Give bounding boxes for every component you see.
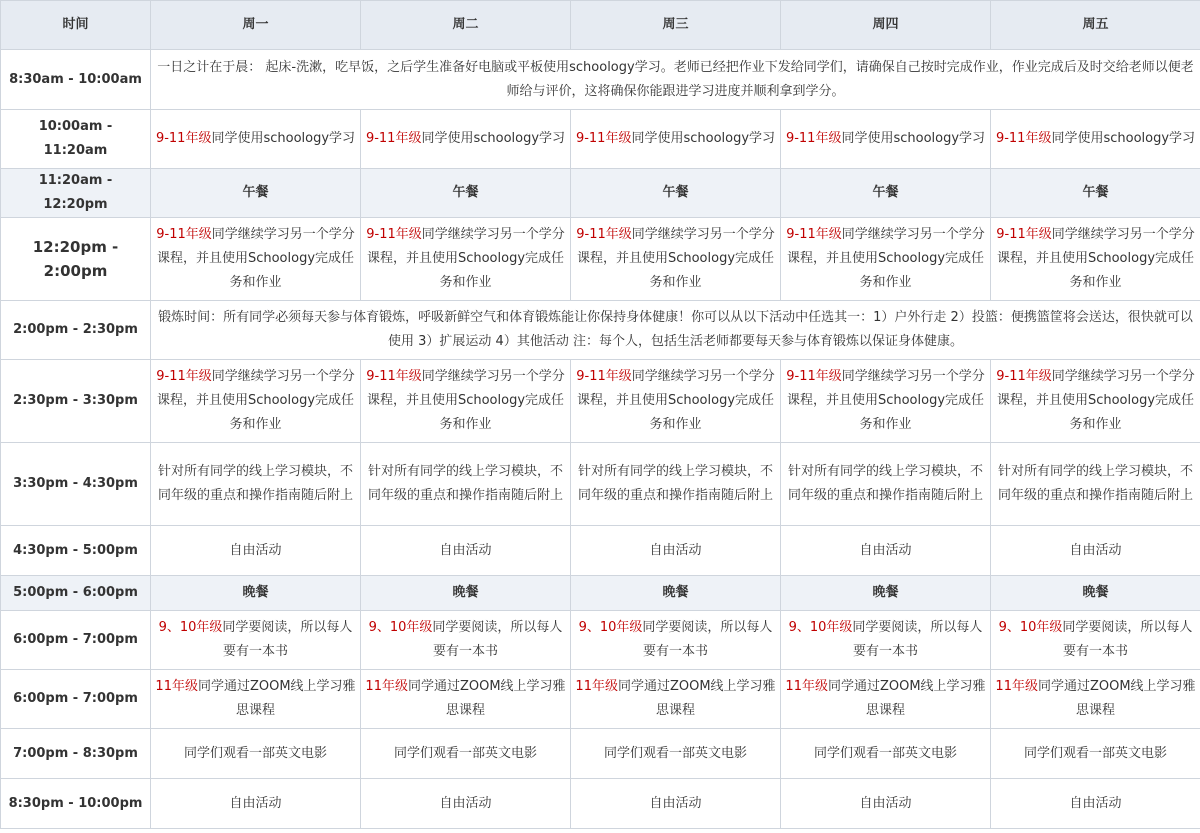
activity-cell <box>991 729 1200 779</box>
span-note: 锻炼时间：所有同学必须每天参与体育锻炼，呼吸新鲜空气和体育锻炼能让你保持身体健康！你可以从以下活动中任选其一：1）户外行走 2）投篮：便携篮筐将会送达，很快就可以使用 3）扩展运动 4）其他活动 注：每个人，包括生活老师都要每天参与体育锻炼以保证身体健康。 <box>151 301 1200 360</box>
activity-text: 同学通过ZOOM线上学习雅思课程 <box>617 679 776 718</box>
time-cell: 2:30pm - 3:30pm <box>1 360 151 443</box>
grade-label: 9-11年级 <box>786 227 842 242</box>
activity-cell <box>781 670 991 729</box>
activity-cell <box>361 443 571 526</box>
activity-cell <box>361 110 571 169</box>
schedule-row <box>1 576 1200 611</box>
time-cell: 11:20am - 12:20pm <box>1 169 151 218</box>
activity-text: 同学通过ZOOM线上学习雅思课程 <box>827 679 986 718</box>
grade-label: 9-11年级 <box>785 131 842 146</box>
time-cell: 12:20pm - 2:00pm <box>1 218 151 301</box>
activity-text: 自由活动 <box>439 795 492 811</box>
meal-cell: 午餐 <box>781 169 991 218</box>
activity-cell <box>361 526 571 576</box>
activity-cell <box>991 443 1200 526</box>
activity-cell <box>781 443 991 526</box>
grade-label: 9-11年级 <box>156 227 212 242</box>
activity-cell <box>991 526 1200 576</box>
time-cell: 5:00pm - 6:00pm <box>1 576 151 611</box>
meal-cell: 午餐 <box>571 169 781 218</box>
activity-cell <box>991 218 1200 301</box>
activity-cell <box>991 779 1200 829</box>
schedule-row <box>1 360 1200 443</box>
meal-cell: 午餐 <box>991 169 1200 218</box>
time-cell: 6:00pm - 7:00pm <box>1 670 151 729</box>
grade-label: 9、10年级 <box>788 620 853 635</box>
activity-text: 同学通过ZOOM线上学习雅思课程 <box>197 679 356 718</box>
activity-text: 同学继续学习另一个学分课程，并且使用Schoology完成任务和作业 <box>786 227 985 290</box>
activity-cell <box>991 110 1200 169</box>
activity-text: 同学要阅读，所以每人要有一本书 <box>432 620 563 659</box>
activity-text: 同学继续学习另一个学分课程，并且使用Schoology完成任务和作业 <box>156 369 355 432</box>
activity-text: 同学继续学习另一个学分课程，并且使用Schoology完成任务和作业 <box>786 369 985 432</box>
schedule-row <box>1 443 1200 526</box>
grade-label: 11年级 <box>575 679 618 694</box>
activity-cell <box>781 360 991 443</box>
activity-text: 同学们观看一部英文电影 <box>393 745 537 761</box>
activity-text: 自由活动 <box>229 542 282 558</box>
activity-text: 针对所有同学的线上学习模块，不同年级的重点和操作指南随后附上 <box>997 464 1193 503</box>
activity-text: 同学继续学习另一个学分课程，并且使用Schoology完成任务和作业 <box>996 227 1195 290</box>
activity-text: 同学们观看一部英文电影 <box>603 745 747 761</box>
activity-cell <box>781 611 991 670</box>
meal-cell: 午餐 <box>361 169 571 218</box>
schedule-body <box>1 50 1200 829</box>
activity-cell <box>151 443 361 526</box>
activity-cell <box>571 218 781 301</box>
grade-label: 9-11年级 <box>995 131 1052 146</box>
activity-cell <box>781 526 991 576</box>
meal-cell: 晚餐 <box>781 576 991 611</box>
activity-cell <box>361 779 571 829</box>
activity-text: 自由活动 <box>649 542 702 558</box>
activity-text: 自由活动 <box>229 795 282 811</box>
schedule-row <box>1 526 1200 576</box>
activity-cell <box>151 670 361 729</box>
grade-label: 9-11年级 <box>996 369 1052 384</box>
activity-cell <box>781 729 991 779</box>
activity-text: 自由活动 <box>649 795 702 811</box>
activity-text: 同学使用schoology学习 <box>631 131 776 146</box>
activity-cell <box>151 218 361 301</box>
time-cell: 8:30am - 10:00am <box>1 50 151 110</box>
schedule-row <box>1 729 1200 779</box>
activity-cell <box>151 526 361 576</box>
activity-cell <box>781 218 991 301</box>
header-time: 时间 <box>1 1 151 50</box>
meal-cell: 晚餐 <box>571 576 781 611</box>
meal-cell: 晚餐 <box>991 576 1200 611</box>
grade-label: 9-11年级 <box>365 131 422 146</box>
activity-text: 同学使用schoology学习 <box>211 131 356 146</box>
activity-text: 同学要阅读，所以每人要有一本书 <box>852 620 983 659</box>
activity-cell <box>991 611 1200 670</box>
header-day: 周四 <box>781 1 991 50</box>
header-day: 周五 <box>991 1 1200 50</box>
time-cell: 8:30pm - 10:00pm <box>1 779 151 829</box>
activity-text: 自由活动 <box>859 542 912 558</box>
activity-cell <box>991 360 1200 443</box>
activity-cell <box>151 779 361 829</box>
activity-cell <box>361 360 571 443</box>
activity-cell <box>571 729 781 779</box>
activity-text: 同学要阅读，所以每人要有一本书 <box>222 620 353 659</box>
header-row <box>1 1 1200 50</box>
span-note: 一日之计在于晨： 起床-洗漱，吃早饭，之后学生准备好电脑或平板使用schoology学习。老师已经把作业下发给同学们，请确保自己按时完成作业，作业完成后及时交给老师以便老师给与评价，这将确保你能跟进学习进度并顺利拿到学分。 <box>151 50 1200 110</box>
grade-label: 9-11年级 <box>996 227 1052 242</box>
activity-text: 针对所有同学的线上学习模块，不同年级的重点和操作指南随后附上 <box>577 464 773 503</box>
time-cell: 3:30pm - 4:30pm <box>1 443 151 526</box>
time-cell: 6:00pm - 7:00pm <box>1 611 151 670</box>
grade-label: 9-11年级 <box>786 369 842 384</box>
activity-cell <box>571 526 781 576</box>
activity-text: 同学继续学习另一个学分课程，并且使用Schoology完成任务和作业 <box>576 369 775 432</box>
schedule-row <box>1 301 1200 360</box>
grade-label: 9-11年级 <box>156 369 212 384</box>
activity-cell <box>781 110 991 169</box>
grade-label: 11年级 <box>785 679 828 694</box>
schedule-row <box>1 50 1200 110</box>
activity-text: 同学通过ZOOM线上学习雅思课程 <box>407 679 566 718</box>
grade-label: 9-11年级 <box>155 131 212 146</box>
activity-cell <box>571 360 781 443</box>
schedule-row <box>1 779 1200 829</box>
activity-cell <box>361 670 571 729</box>
grade-label: 9、10年级 <box>368 620 433 635</box>
activity-text: 同学继续学习另一个学分课程，并且使用Schoology完成任务和作业 <box>156 227 355 290</box>
grade-label: 9、10年级 <box>998 620 1063 635</box>
activity-text: 同学继续学习另一个学分课程，并且使用Schoology完成任务和作业 <box>576 227 775 290</box>
grade-label: 9-11年级 <box>366 369 422 384</box>
schedule-row <box>1 218 1200 301</box>
activity-text: 同学继续学习另一个学分课程，并且使用Schoology完成任务和作业 <box>366 369 565 432</box>
grade-label: 11年级 <box>995 679 1038 694</box>
activity-text: 同学使用schoology学习 <box>1051 131 1196 146</box>
grade-label: 9-11年级 <box>366 227 422 242</box>
schedule-row <box>1 611 1200 670</box>
activity-text: 自由活动 <box>439 542 492 558</box>
activity-cell <box>571 779 781 829</box>
activity-text: 同学继续学习另一个学分课程，并且使用Schoology完成任务和作业 <box>366 227 565 290</box>
grade-label: 9、10年级 <box>158 620 223 635</box>
time-cell: 10:00am - 11:20am <box>1 110 151 169</box>
activity-cell <box>151 360 361 443</box>
activity-cell <box>571 611 781 670</box>
activity-cell <box>991 670 1200 729</box>
activity-text: 针对所有同学的线上学习模块，不同年级的重点和操作指南随后附上 <box>157 464 353 503</box>
grade-label: 11年级 <box>155 679 198 694</box>
activity-cell <box>361 218 571 301</box>
schedule-row <box>1 670 1200 729</box>
grade-label: 9、10年级 <box>578 620 643 635</box>
grade-label: 11年级 <box>365 679 408 694</box>
header-day: 周二 <box>361 1 571 50</box>
activity-text: 同学们观看一部英文电影 <box>183 745 327 761</box>
meal-cell: 晚餐 <box>151 576 361 611</box>
activity-text: 同学们观看一部英文电影 <box>1023 745 1167 761</box>
activity-text: 自由活动 <box>1069 795 1122 811</box>
activity-cell <box>151 729 361 779</box>
activity-text: 针对所有同学的线上学习模块，不同年级的重点和操作指南随后附上 <box>787 464 983 503</box>
activity-cell <box>151 110 361 169</box>
activity-cell <box>361 611 571 670</box>
activity-text: 同学要阅读，所以每人要有一本书 <box>642 620 773 659</box>
activity-cell <box>151 611 361 670</box>
time-cell: 4:30pm - 5:00pm <box>1 526 151 576</box>
schedule-row <box>1 169 1200 218</box>
meal-cell: 午餐 <box>151 169 361 218</box>
activity-cell <box>571 443 781 526</box>
activity-text: 同学继续学习另一个学分课程，并且使用Schoology完成任务和作业 <box>996 369 1195 432</box>
activity-cell <box>361 729 571 779</box>
grade-label: 9-11年级 <box>575 131 632 146</box>
activity-text: 同学通过ZOOM线上学习雅思课程 <box>1037 679 1196 718</box>
time-cell: 7:00pm - 8:30pm <box>1 729 151 779</box>
activity-cell <box>571 110 781 169</box>
header-day: 周一 <box>151 1 361 50</box>
meal-cell: 晚餐 <box>361 576 571 611</box>
activity-text: 同学要阅读，所以每人要有一本书 <box>1062 620 1193 659</box>
activity-text: 同学使用schoology学习 <box>841 131 986 146</box>
grade-label: 9-11年级 <box>576 227 632 242</box>
header-day: 周三 <box>571 1 781 50</box>
activity-cell <box>571 670 781 729</box>
activity-text: 同学们观看一部英文电影 <box>813 745 957 761</box>
schedule-row <box>1 110 1200 169</box>
time-cell: 2:00pm - 2:30pm <box>1 301 151 360</box>
grade-label: 9-11年级 <box>576 369 632 384</box>
activity-cell <box>781 779 991 829</box>
activity-text: 同学使用schoology学习 <box>421 131 566 146</box>
activity-text: 自由活动 <box>1069 542 1122 558</box>
activity-text: 自由活动 <box>859 795 912 811</box>
activity-text: 针对所有同学的线上学习模块，不同年级的重点和操作指南随后附上 <box>367 464 563 503</box>
